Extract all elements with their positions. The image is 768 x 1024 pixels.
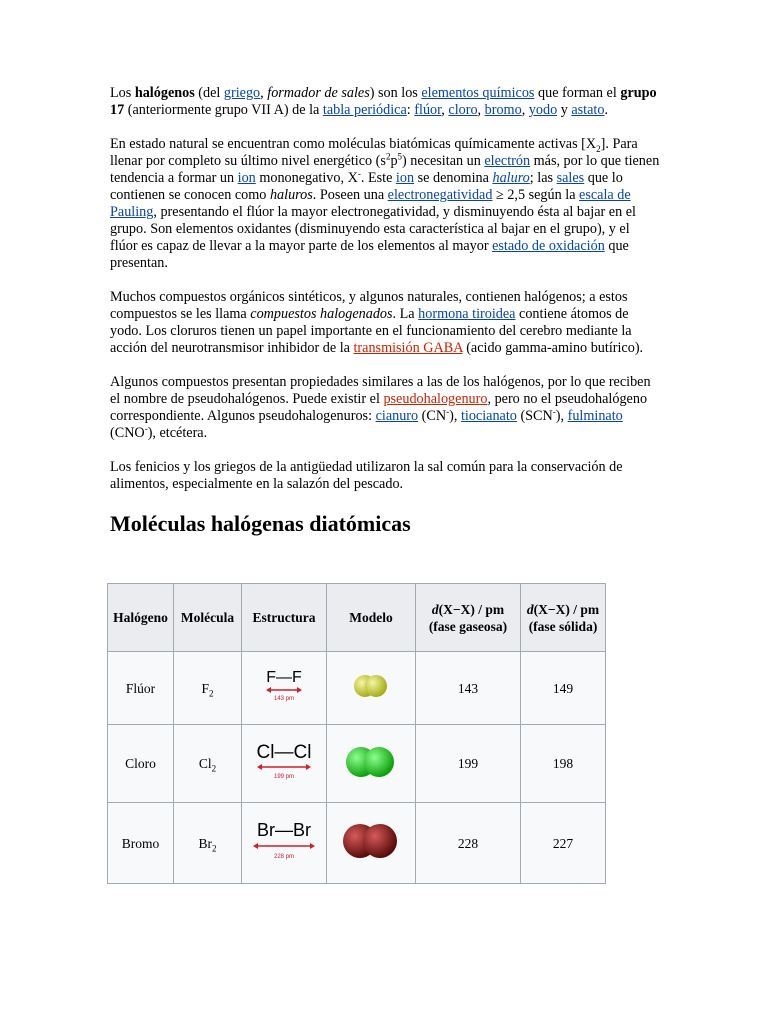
link-ion[interactable]: ion [395,170,415,186]
text: Algunos compuestos presentan propiedades similares a las de los halógenos, por lo que reciben el nombre de pseudohalógenos. Puede existir el [110,374,651,407]
subscript: 2 [209,688,214,699]
space-filling-model [339,737,403,787]
superscript: - [446,406,450,417]
arrow-head-right-icon [310,843,315,849]
arrow-head-left-icon [266,687,271,693]
text: Muchos compuestos orgánicos sintéticos, y algunos naturales, contienen halógenos; a estos compuestos se les llama [110,289,628,322]
arrow-head-right-icon [306,764,311,770]
text: . Poseen una [312,187,388,203]
link-fulminato[interactable]: fulminato [567,408,623,424]
text: ), etcétera. [147,425,208,441]
table-header-row [108,584,606,652]
cell-model [327,803,416,884]
link-astato[interactable]: astato [571,102,605,118]
link-hormona-tiroidea[interactable]: hormona tiroidea [418,306,516,322]
link-yodo[interactable]: yodo [528,102,558,118]
text: ), [555,408,568,424]
term-halogenos: halógenos [134,85,195,101]
symbol-d: d [431,601,439,617]
link-cloro[interactable]: cloro [448,102,478,118]
text: . [604,102,608,118]
link-electronegatividad[interactable]: electronegatividad [387,187,493,203]
cell-model [327,652,416,725]
link-bromo[interactable]: bromo [484,102,522,118]
text: ]. Para llenar por completo su último nivel energético (s [110,136,638,169]
cell-solid-distance: 227 [521,803,606,884]
superscript: 5 [397,151,403,162]
col-header-modelo: Modelo [327,584,416,652]
text: ) son los [369,85,422,101]
superscript: - [552,406,556,417]
link-haluro[interactable]: haluro [492,170,530,186]
text-italic: compuestos halogenados [250,306,393,322]
structure-label: Br—Br [257,820,311,840]
structure-diagram [248,740,320,784]
bond-distance-label: 228 pm [273,854,295,860]
cell-solid-distance: 149 [521,652,606,725]
text: que lo contienen se conocen como [110,170,623,203]
link-griego[interactable]: griego [223,85,261,101]
text: , pero no el pseudohalógeno correspondiente. Algunos pseudohalogenuros: [110,391,648,424]
section-heading: Moléculas halógenas diatómicas [110,511,411,536]
structure-diagram [249,666,319,706]
text-italic: haluros [269,187,313,203]
text: que presentan. [110,238,629,271]
text-italic: formador de sales [267,85,370,101]
text: (CN [418,408,447,424]
cell-halogen-name: Cloro [108,725,174,803]
cell-molecule [174,652,242,725]
table-row [108,652,606,725]
link-sales[interactable]: sales [556,170,585,186]
cell-model [327,725,416,803]
paragraph-natural-state [110,136,660,272]
text: (X−X) / pm [533,601,600,617]
cell-molecule [174,725,242,803]
symbol-d: d [526,601,534,617]
text: Cl [198,756,212,771]
text: (anteriormente grupo VII A) de la [124,102,323,118]
text: (acido gamma-amino butírico). [462,340,644,356]
cell-solid-distance: 198 [521,725,606,803]
col-header-estructura: Estructura [242,584,327,652]
link-tiocianato[interactable]: tiocianato [460,408,517,424]
text: contiene átomos de yodo. Los cloruros tienen un papel importante en el funcionamiento del cerebro mediante la acción del neurotransmisor inhibidor de la [110,306,632,356]
text: p [390,153,398,169]
text: se denomina [414,170,493,186]
arrow-head-left-icon [257,764,262,770]
text: mononegativo, X [255,170,358,186]
article-body [110,85,660,556]
link-elementos-quimicos[interactable]: elementos químicos [421,85,535,101]
atom-sphere [364,747,394,777]
text: ; las [529,170,557,186]
col-header-molecula: Molécula [174,584,242,652]
space-filling-model [346,666,396,706]
text: (fase gaseosa) [428,618,508,634]
text: ) necesitan un [402,153,485,169]
cell-halogen-name: Flúor [108,652,174,725]
cell-molecule [174,803,242,884]
link-transmision-gaba[interactable]: transmisión GABA [353,340,463,356]
paragraph-intro [110,85,660,119]
link-escala-pauling[interactable]: escala de Pauling [110,187,631,220]
text: (fase sólida) [528,618,598,634]
structure-label: Cl—Cl [256,741,312,763]
text: : [406,102,415,118]
text: , [260,85,268,101]
paragraph-history: Los fenicios y los griegos de la antigüedad utilizaron la sal común para la conservación de alimentos, especialmente en la salazón del pescado. [110,459,623,492]
table-row [108,725,606,803]
text: Los [110,85,135,101]
bond-distance-label: 199 pm [273,773,295,780]
link-pseudohalogenuro[interactable]: pseudohalogenuro [383,391,488,407]
text: (SCN [516,408,553,424]
term-grupo-17: grupo 17 [110,85,657,118]
text: ), [449,408,461,424]
superscript: - [357,168,361,179]
cell-gas-distance: 228 [416,803,521,884]
link-fluor[interactable]: flúor [414,102,442,118]
arrow-head-left-icon [253,843,258,849]
text: más, por lo que tienen tendencia a formar un [110,153,660,186]
col-header-halogeno: Halógeno [108,584,174,652]
cell-gas-distance: 199 [416,725,521,803]
link-tabla-periodica[interactable]: tabla periódica [322,102,407,118]
arrow-head-right-icon [297,687,302,693]
col-header-gas [416,584,521,652]
table-row [108,803,606,884]
superscript: 2 [385,151,391,162]
text: y [557,102,572,118]
paragraph-pseudohalogens [110,374,660,442]
cell-structure [242,652,327,725]
text: En estado natural se encuentran como moléculas biatómicas químicamente activas [X [110,136,597,152]
space-filling-model [336,814,406,868]
text: F [201,680,209,696]
paragraph-organic-compounds [110,289,660,357]
cell-structure [242,803,327,884]
structure-diagram [246,818,322,864]
subscript: 2 [212,843,217,854]
atom-sphere [363,824,397,858]
text: , [441,102,449,118]
subscript: 2 [596,143,601,154]
text: ≥ 2,5 según la [492,187,580,203]
bond-distance-label: 143 pm [273,696,295,702]
superscript: - [144,423,148,434]
cell-gas-distance: 143 [416,652,521,725]
structure-label: F—F [266,669,302,686]
col-header-solid [521,584,606,652]
link-cianuro[interactable]: cianuro [375,408,419,424]
text: (del [194,85,224,101]
cell-halogen-name: Bromo [108,803,174,884]
text: que forman el [534,85,621,101]
text: (X−X) / pm [438,601,505,617]
subscript: 2 [211,763,217,774]
link-ion[interactable]: ion [237,170,256,186]
text: (CNO [110,425,145,441]
link-electron[interactable]: electrón [484,153,531,169]
text: Br [198,835,212,851]
text: , presentando el flúor la mayor electronegatividad, y disminuyendo ésta al bajar en el grupo. Son elementos oxidantes (disminuyendo esta característica al bajar en el grupo), y el flúor es capaz de llevar a la mayor parte de los elementos al mayor [110,204,636,254]
halogen-table [107,583,606,884]
text: . Este [360,170,396,186]
text: . La [392,306,419,322]
text: , [477,102,485,118]
text: , [521,102,529,118]
link-estado-oxidacion[interactable]: estado de oxidación [492,238,605,254]
atom-sphere [365,675,387,697]
cell-structure [242,725,327,803]
